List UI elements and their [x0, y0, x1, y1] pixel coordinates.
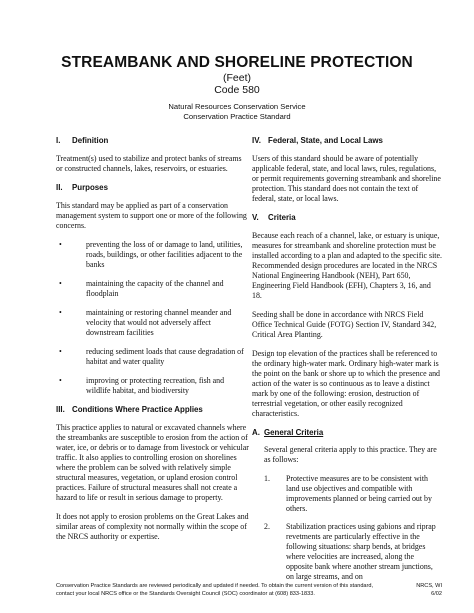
- section-heading-definition: [56, 136, 249, 146]
- left-column: [56, 136, 249, 551]
- subsection-number: A.: [252, 428, 260, 437]
- agency-name: Natural Resources Conservation Service: [168, 102, 306, 111]
- section-title: Conditions Where Practice Applies: [72, 405, 203, 414]
- item-number: 2.: [264, 522, 270, 531]
- section-number: II.: [56, 183, 63, 192]
- list-item: [264, 474, 442, 514]
- standard-type: Conservation Practice Standard: [183, 112, 291, 121]
- practice-code: Code 580: [214, 84, 260, 96]
- document-title: STREAMBANK AND SHORELINE PROTECTION: [61, 54, 413, 71]
- list-item: • maintaining the capacity of the channel and floodplain: [56, 279, 249, 299]
- list-item: [264, 522, 442, 582]
- definition-text: Treatment(s) used to stabilize and protect banks of streams or constructed channels, lakes, reservoirs, or estuaries.: [56, 154, 242, 173]
- item-text: Protective measures are to be consistent with land use objectives and compatible with improvements planned or being carried out by others.: [286, 474, 432, 513]
- section-heading-conditions: [56, 405, 249, 415]
- section-heading-criteria: [252, 213, 442, 223]
- item-number: 1.: [264, 474, 270, 483]
- item-text: Stabilization practices using gabions and riprap revetments are particularly effective in the following situations: sharp bends, at bridges where velocities are increased, along the opposite bank where another stream junctions, on large streams, and on: [286, 522, 436, 581]
- laws-text: Users of this standard should be aware of potentially applicable federal, state, and local laws, rules, regulations, or permit requirements governing streambank and shoreline protection. This standard does not contain the text of federal, state, or local laws.: [252, 154, 441, 203]
- general-criteria-list: [252, 474, 442, 582]
- design-elevation-text: Design top elevation of the practices shall be referenced to the ordinary high-water mark. Ordinary high-water mark is the point on the bank or shore up to which the presence and action of the water is so continuous as to leave a distinct mark by one of the following: erosion, destruction of terrestrial vegetation, or other easily recognized characteristics.: [252, 349, 441, 418]
- subsection-heading-general-criteria: [252, 428, 442, 438]
- footer-meta: [382, 582, 442, 598]
- footer-date: 6/02: [431, 591, 442, 597]
- unit-label: (Feet): [222, 72, 251, 84]
- list-item: • maintaining or restoring channel meander and velocity that would not adversely affect downstream facilities: [56, 308, 249, 338]
- seeding-text: Seeding shall be done in accordance with NRCS Field Office Technical Guide (FOTG) Section IV, Standard 342, Critical Area Planting.: [252, 310, 437, 339]
- purposes-list: [56, 240, 249, 396]
- section-number: III.: [56, 405, 65, 414]
- conditions-exclusion-text: It does not apply to erosion problems on the Great Lakes and similar areas of complexity not normally within the scope of the NRCS authority or expertise.: [56, 512, 249, 541]
- section-title: Purposes: [72, 183, 108, 192]
- footer-note: Conservation Practice Standards are reviewed periodically and updated if needed. To obtain the current version of this standard, contact your local NRCS office or the Standards Oversight Council (SOC) coordinator at (608) 833-1833.: [56, 583, 374, 597]
- list-item: • improving or protecting recreation, fish and wildlife habitat, and biodiversity: [56, 376, 249, 396]
- footer-agency: NRCS, WI: [416, 583, 442, 589]
- conditions-text: This practice applies to natural or excavated channels where the streambanks are susceptible to erosion from the action of water, ice, or debris or to damage from livestock or vehicular traffic. It also applies to controlling erosion on shorelines where the problem can be solved with relatively simple structural measures, vegetation, or upland erosion control practices. Failure of structural measures shall not create a hazard to life or result in serious damage to property.: [56, 423, 249, 502]
- section-title: Criteria: [268, 213, 296, 222]
- list-item: • reducing sediment loads that cause degradation of habitat and water quality: [56, 347, 249, 367]
- section-number: I.: [56, 136, 61, 145]
- section-number: IV.: [252, 136, 261, 145]
- section-heading-laws: [252, 136, 442, 146]
- right-column: [252, 136, 442, 590]
- section-heading-purposes: [56, 183, 249, 193]
- section-title: Definition: [72, 136, 109, 145]
- subsection-title: General Criteria: [264, 428, 324, 437]
- general-criteria-intro: Several general criteria apply to this practice. They are as follows:: [264, 445, 437, 464]
- section-title: Federal, State, and Local Laws: [268, 136, 383, 145]
- criteria-text: Because each reach of a channel, lake, or estuary is unique, measures for streambank and shoreline protection must be installed according to a plan and adapted to the specific site. Recommended design procedures are located in the NRCS National Engineering Handbook (NEH), Part 650, Engineering Field Handbook (EFH), Chapters 3, 16, and 18.: [252, 231, 442, 300]
- list-item: • preventing the loss of or damage to land, utilities, roads, buildings, or other facilities adjacent to the banks: [56, 240, 249, 270]
- purposes-intro: This standard may be applied as part of a conservation management system to support one or more of the following concerns.: [56, 201, 247, 230]
- section-number: V.: [252, 213, 259, 222]
